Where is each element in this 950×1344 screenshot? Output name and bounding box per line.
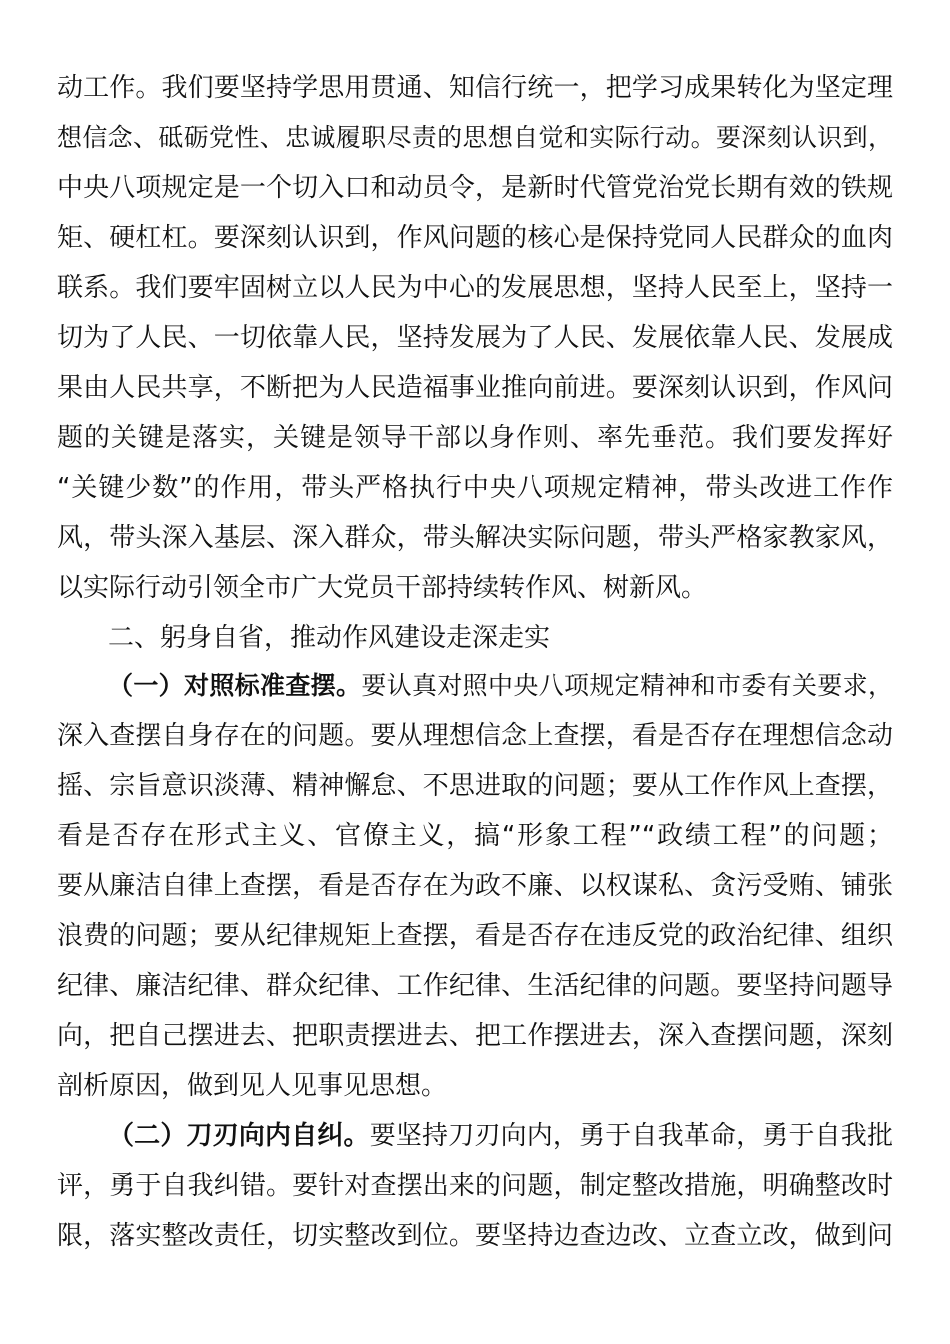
subsection-first-line [108,661,893,711]
subsection-first-line [108,1111,893,1161]
paragraph-line: 摇、宗旨意识淡薄、精神懈怠、不思进取的问题；要从工作作风上查摆， [57,771,893,801]
paragraph-line: 限，落实整改责任，切实整改到位。要坚持边查边改、立查立改，做到问 [57,1221,893,1251]
paragraph-line: 题的关键是落实，关键是领导干部以身作则、率先垂范。我们要发挥好 [57,423,893,453]
paragraph-line: 要从廉洁自律上查摆，看是否存在为政不廉、以权谋私、贪污受贿、铺张 [57,871,893,901]
paragraph-line: 浪费的问题；要从纪律规矩上查摆，看是否存在违反党的政治纪律、组织 [57,921,893,951]
paragraph-line: “关键少数”的作用，带头严格执行中央八项规定精神，带头改进工作作 [57,473,893,503]
paragraph-line: 想信念、砥砺党性、忠诚履职尽责的思想自觉和实际行动。要深刻认识到， [57,123,893,152]
subsection-text: 要坚持刀刃向内，勇于自我革命，勇于自我批 [369,1121,893,1151]
paragraph-line: 以实际行动引领全市广大党员干部持续转作风、树新风。 [57,573,708,603]
paragraph-line: 果由人民共享，不断把为人民造福事业推向前进。要深刻认识到，作风问 [57,373,893,403]
paragraph-line: 评，勇于自我纠错。要针对查摆出来的问题，制定整改措施，明确整改时 [57,1171,893,1201]
paragraph-line: 中央八项规定是一个切入口和动员令，是新时代管党治党长期有效的铁规 [57,173,893,203]
paragraph-line: 看是否存在形式主义、官僚主义，搞“形象工程”“政绩工程”的问题； [57,821,893,851]
paragraph-line: 动工作。我们要坚持学思用贯通、知信行统一，把学习成果转化为坚定理 [57,73,893,103]
paragraph-line: 剖析原因，做到见人见事见思想。 [57,1071,448,1101]
section-heading: 二、躬身自省，推动作风建设走深走实 [108,623,551,653]
subsection-text: 要认真对照中央八项规定精神和市委有关要求， [361,671,893,700]
subsection-lead: （二）刀刃向内自纠。 [108,1121,370,1151]
paragraph-line: 联系。我们要牢固树立以人民为中心的发展思想，坚持人民至上，坚持一 [57,273,893,303]
paragraph-line: 深入查摆自身存在的问题。要从理想信念上查摆，看是否存在理想信念动 [57,721,893,751]
paragraph-line: 向，把自己摆进去、把职责摆进去、把工作摆进去，深入查摆问题，深刻 [57,1021,893,1051]
paragraph-line: 纪律、廉洁纪律、群众纪律、工作纪律、生活纪律的问题。要坚持问题导 [57,971,893,1001]
paragraph-line: 切为了人民、一切依靠人民，坚持发展为了人民、发展依靠人民、发展成 [57,323,893,353]
subsection-lead: （一）对照标准查摆。 [108,671,362,700]
paragraph-line: 风，带头深入基层、深入群众，带头解决实际问题，带头严格家教家风， [57,523,893,553]
paragraph-line: 矩、硬杠杠。要深刻认识到，作风问题的核心是保持党同人民群众的血肉 [57,223,893,253]
